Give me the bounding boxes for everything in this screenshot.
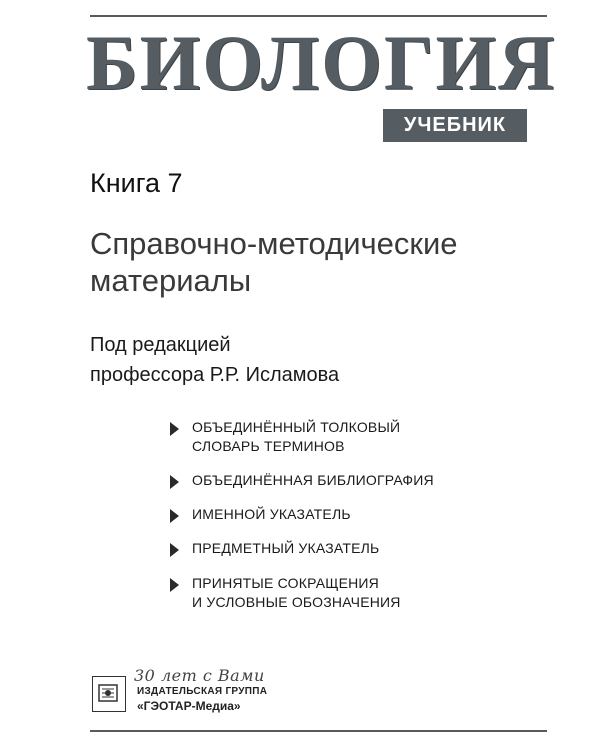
subtitle-line: Справочно-методические bbox=[90, 226, 458, 261]
editor-credit bbox=[90, 330, 490, 390]
editor-line: профессора Р.Р. Исламова bbox=[90, 364, 340, 386]
triangle-bullet-icon bbox=[170, 475, 179, 489]
editor-line: Под редакцией bbox=[90, 334, 231, 356]
list-item bbox=[168, 539, 468, 558]
list-item-text: ПРИНЯТЫЕ СОКРАЩЕНИЯ И УСЛОВНЫЕ ОБОЗНАЧЕНИЯ bbox=[192, 575, 401, 610]
publisher-block bbox=[92, 668, 332, 718]
list-item-text: ОБЪЕДИНЁННАЯ БИБЛИОГРАФИЯ bbox=[192, 472, 434, 488]
list-item-text: ОБЪЕДИНЁННЫЙ ТОЛКОВЫЙ СЛОВАРЬ ТЕРМИНОВ bbox=[192, 419, 401, 454]
list-item bbox=[168, 471, 468, 490]
contents-list bbox=[168, 418, 468, 612]
bottom-rule bbox=[90, 730, 547, 732]
textbook-badge: УЧЕБНИК bbox=[383, 109, 527, 142]
list-item-text: ИМЕННОЙ УКАЗАТЕЛЬ bbox=[192, 506, 351, 522]
book-number: Книга 7 bbox=[90, 168, 183, 198]
publisher-group-label: ИЗДАТЕЛЬСКАЯ ГРУППА bbox=[137, 686, 268, 697]
triangle-bullet-icon bbox=[170, 422, 179, 436]
list-item bbox=[168, 418, 468, 456]
publisher-logo-icon bbox=[92, 676, 126, 712]
cover-subtitle bbox=[90, 225, 550, 299]
publisher-name: «ГЭОТАР-Медиа» bbox=[137, 699, 241, 713]
cover-title: БИОЛОГИЯ bbox=[86, 19, 557, 106]
top-rule bbox=[90, 15, 547, 17]
subtitle-line: материалы bbox=[90, 263, 252, 298]
anniversary-mark: 30 лет с Вами bbox=[134, 666, 265, 685]
triangle-bullet-icon bbox=[170, 509, 179, 523]
triangle-bullet-icon bbox=[170, 578, 179, 592]
list-item bbox=[168, 574, 468, 612]
list-item-text: ПРЕДМЕТНЫЙ УКАЗАТЕЛЬ bbox=[192, 540, 380, 556]
list-item bbox=[168, 505, 468, 524]
triangle-bullet-icon bbox=[170, 543, 179, 557]
